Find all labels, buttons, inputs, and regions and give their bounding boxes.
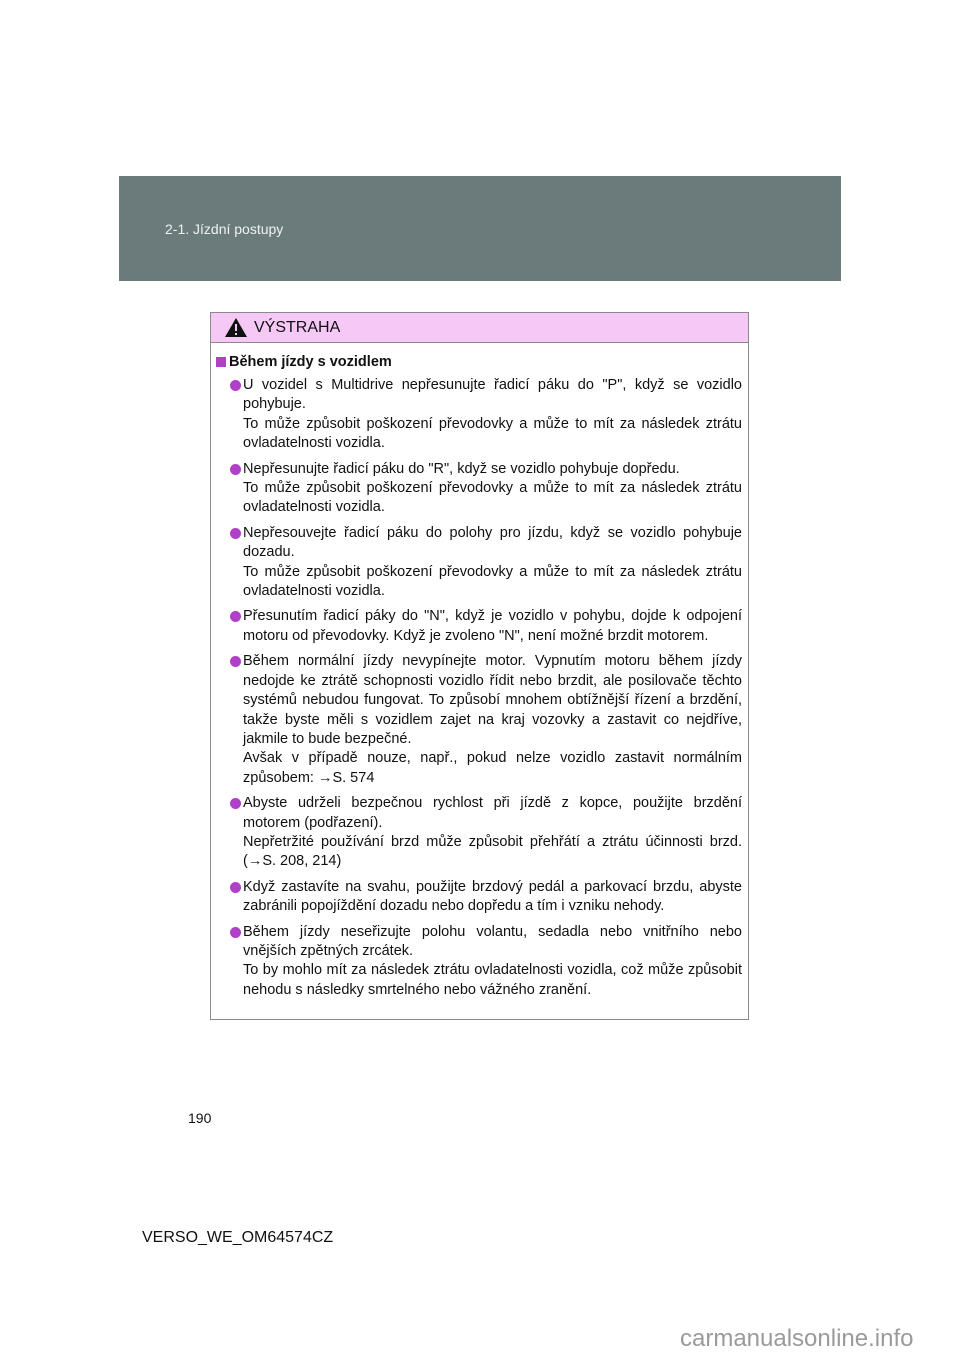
section-title: 2-1. Jízdní postupy (165, 221, 284, 237)
warning-items (211, 376, 748, 1000)
section-header-band (119, 176, 841, 281)
warning-paragraph: Nepřesouvejte řadicí páku do polohy pro jízdu, když se vozidlo pohybuje dozadu. (243, 524, 742, 561)
warning-item (211, 376, 748, 454)
warning-paragraph: U vozidel s Multidrive nepřesunujte řadicí páku do "P", když se vozidlo pohybuje. (243, 377, 742, 413)
warning-paragraph: Během normální jízdy nevypínejte motor. Vypnutím motoru během jízdy nedojde ke ztrátě schopnosti vozidlo řídit nebo brzdit, ale posilovače těchto systémů nebudou fungovat. To způsobí mnohem obtížnější řízení a brzdění, takže byste měli s vozidlem zajet na kraj vozovky a zastavit co nejdříve, jakmile to bude bezpečné. (243, 653, 742, 747)
warning-paragraph: Přesunutím řadicí páky do "N", když je vozidlo v pohybu, dojde k odpojení motoru od převodovky. Když je zvoleno "N", není možné brzdit motorem. (243, 608, 742, 644)
warning-item (211, 923, 748, 1001)
warning-item (211, 878, 748, 917)
document-code: VERSO_WE_OM64574CZ (142, 1229, 334, 1246)
warning-title: VÝSTRAHA (254, 318, 341, 336)
circle-bullet-icon (230, 882, 241, 893)
warning-paragraph: To může způsobit poškození převodovky a může to mít za následek ztrátu ovladatelnosti vozidla. (243, 480, 742, 516)
warning-item (211, 652, 748, 788)
warning-paragraph: Avšak v případě nouze, např., pokud nelze vozidlo zastavit normálním způsobem: →S. 574 (243, 750, 742, 786)
warning-triangle-icon (225, 318, 247, 337)
watermark: carmanualsonline.info (680, 1325, 914, 1352)
warning-item (211, 460, 748, 518)
circle-bullet-icon (230, 611, 241, 622)
warning-box (210, 312, 749, 1020)
warning-paragraph: Abyste udrželi bezpečnou rychlost při jízdě z kopce, použijte brzdění motorem (podřazení). (243, 795, 742, 831)
circle-bullet-icon (230, 528, 241, 539)
warning-paragraph: To by mohlo mít za následek ztrátu ovladatelnosti vozidla, což může způsobit nehodu s následky smrtelného nebo vážného zranění. (243, 962, 742, 998)
warning-item (211, 607, 748, 646)
warning-section-heading (216, 354, 748, 370)
warning-paragraph: Během jízdy neseřizujte polohu volantu, sedadla nebo vnitřního nebo vnějších zpětných zrcátek. (243, 923, 742, 959)
warning-paragraph: Nepřetržité používání brzd může způsobit přehřátí a ztrátu účinnosti brzd. (→S. 208, 214) (243, 833, 742, 870)
warning-paragraph: To může způsobit poškození převodovky a může to mít za následek ztrátu ovladatelnosti vozidla. (243, 415, 742, 452)
warning-item (211, 524, 748, 602)
square-bullet-icon (216, 357, 226, 367)
circle-bullet-icon (230, 656, 241, 667)
warning-paragraph: Když zastavíte na svahu, použijte brzdový pedál a parkovací brzdu, abyste zabránili popojíždění dozadu nebo dopředu a tím i vzniku nehody. (243, 878, 742, 915)
circle-bullet-icon (230, 464, 241, 475)
section-heading-text: Během jízdy s vozidlem (229, 354, 392, 370)
warning-paragraph: Nepřesunujte řadicí páku do "R", když se vozidlo pohybuje dopředu. (243, 460, 680, 477)
circle-bullet-icon (230, 798, 241, 809)
circle-bullet-icon (230, 380, 241, 391)
warning-header (211, 313, 748, 343)
circle-bullet-icon (230, 927, 241, 938)
page-number: 190 (188, 1110, 212, 1126)
warning-paragraph: To může způsobit poškození převodovky a může to mít za následek ztrátu ovladatelnosti vozidla. (243, 563, 742, 600)
warning-item (211, 794, 748, 872)
